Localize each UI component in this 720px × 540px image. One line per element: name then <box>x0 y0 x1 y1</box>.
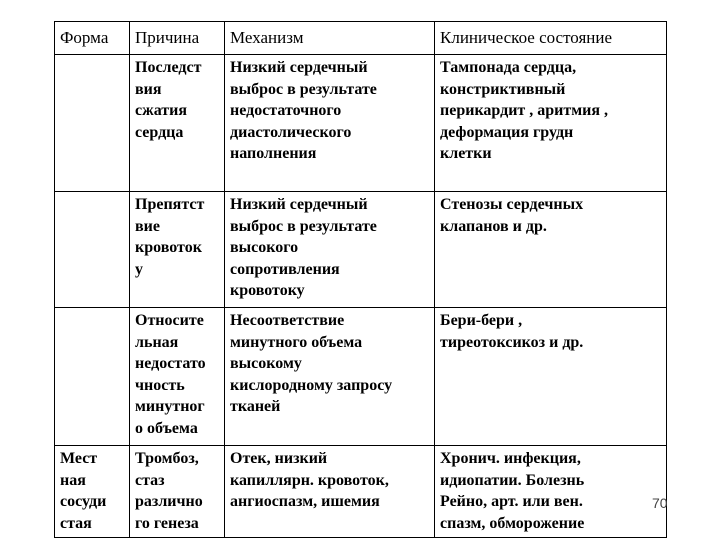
cell-form <box>55 55 130 192</box>
table-row <box>55 446 667 538</box>
cell-mechanism: Низкий сердечный выброс в результате высокого сопротивления кровотоку <box>225 192 435 308</box>
cell-clinical: Бери-бери , тиреотоксикоз и др. <box>435 308 667 446</box>
cell-cause: Тромбоз, стаз различно го генеза <box>130 446 225 538</box>
cell-cause: Препятст вие кровоток у <box>130 192 225 308</box>
cell-form: Мест ная сосуди стая <box>55 446 130 538</box>
cell-mechanism: Низкий сердечный выброс в результате недостаточного диастолического наполнения <box>225 55 435 192</box>
cell-cause: Последст вия сжатия сердца <box>130 55 225 192</box>
table-row <box>55 192 667 308</box>
cell-clinical: Хронич. инфекция, идиопатии. Болезнь Рейно, арт. или вен. спазм, обморожение <box>435 446 667 538</box>
cell-form <box>55 192 130 308</box>
page-number: 70 <box>652 495 668 511</box>
header-mechanism: Механизм <box>225 22 435 55</box>
cell-form <box>55 308 130 446</box>
cell-mechanism: Несоответствие минутного объема высокому кислородному запросу тканей <box>225 308 435 446</box>
cell-mechanism: Отек, низкий капиллярн. кровоток, ангиоспазм, ишемия <box>225 446 435 538</box>
table-row <box>55 55 667 192</box>
header-cause: Причина <box>130 22 225 55</box>
cell-clinical: Тампонада сердца, констриктивный перикардит , аритмия , деформация грудн клетки <box>435 55 667 192</box>
cell-clinical: Стенозы сердечных клапанов и др. <box>435 192 667 308</box>
cell-cause: Относите льная недостато чность минутног о объема <box>130 308 225 446</box>
table-row <box>55 308 667 446</box>
header-clinical: Клиническое состояние <box>435 22 667 55</box>
header-form: Форма <box>55 22 130 55</box>
table-header-row <box>55 22 667 55</box>
pathology-table <box>54 21 667 538</box>
